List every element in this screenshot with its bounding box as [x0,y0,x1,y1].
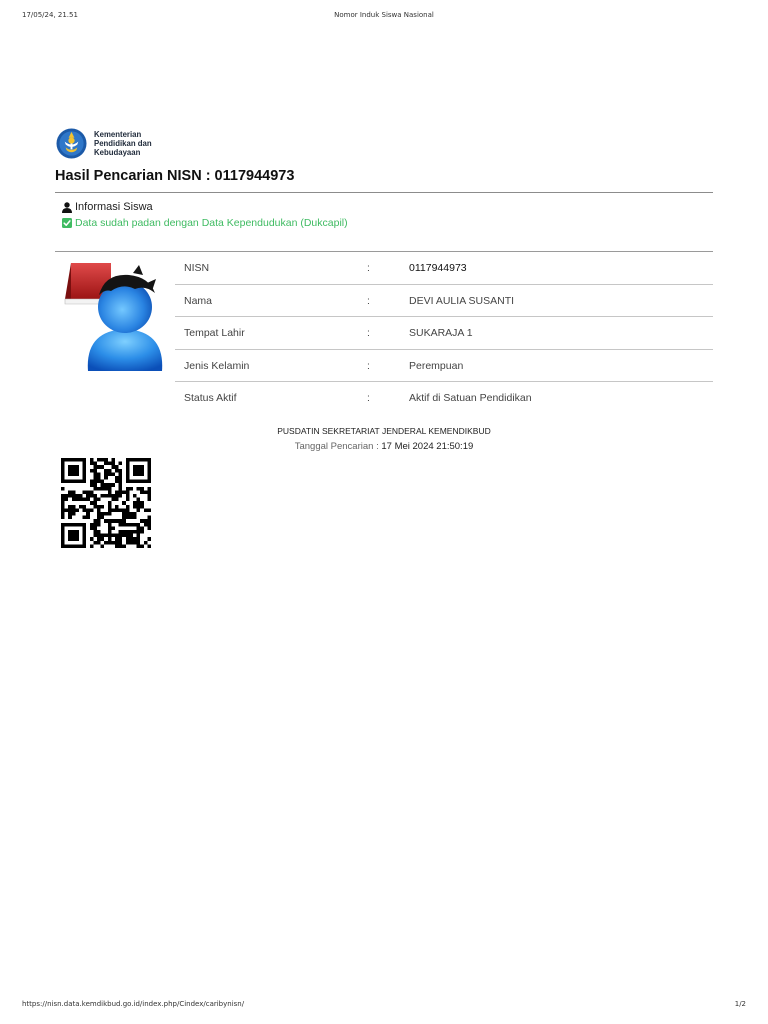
check-square-icon [62,218,72,228]
student-details-table [175,252,713,415]
student-info-title-text: Informasi Siswa [75,201,153,213]
user-icon [62,202,72,213]
student-info-title [62,201,153,213]
row-value: Aktif di Satuan Pendidikan [409,392,532,405]
ministry-name-line-1: Kementerian [94,129,142,139]
row-label: Tempat Lahir [184,327,245,340]
search-date-value: 17 Mei 2024 21:50:19 [381,441,474,452]
dukcapil-status [62,217,348,229]
row-value: Perempuan [409,359,464,372]
table-row [175,382,713,415]
row-value: SUKARAJA 1 [409,327,473,340]
table-row [175,350,713,383]
row-separator: : [367,359,370,372]
row-separator: : [367,294,370,307]
row-label: Jenis Kelamin [184,359,250,372]
issuer-name: PUSDATIN SEKRETARIAT JENDERAL KEMENDIKBUD [277,426,491,436]
print-footer [22,1000,746,1010]
search-date-label: Tanggal Pencarian : [294,441,379,452]
divider [55,192,713,193]
ministry-name [94,130,152,157]
print-page-title: Nomor Induk Siswa Nasional [334,11,434,19]
ministry-name-line-3: Kebudayaan [94,147,141,157]
print-header [22,11,746,21]
row-separator: : [367,392,370,405]
print-url: https://nisn.data.kemdikbud.go.id/index.php/Cindex/caribynisn/ [22,1000,245,1008]
row-label: Nama [184,294,213,307]
table-row [175,317,713,350]
row-value: DEVI AULIA SUSANTI [409,294,515,307]
student-avatar [63,259,163,371]
ministry-name-line-2: Pendidikan dan [94,138,152,148]
row-label: NISN [184,262,210,274]
search-date [0,441,768,452]
page-title: Hasil Pencarian NISN : 0117944973 [55,168,295,184]
row-separator: : [367,327,370,340]
row-label: Status Aktif [184,392,237,405]
row-separator: : [367,262,370,274]
qr-code [59,458,153,548]
print-timestamp: 17/05/24, 21.51 [22,11,78,19]
kemendikbud-logo [56,127,166,159]
tut-wuri-handayani-emblem-icon [56,128,87,159]
row-value: 0117944973 [409,262,467,274]
dukcapil-status-text: Data sudah padan dengan Data Kependudukan (Dukcapil) [75,217,348,229]
table-row [175,252,713,285]
table-row [175,285,713,318]
print-page-number: 1/2 [734,1000,746,1008]
